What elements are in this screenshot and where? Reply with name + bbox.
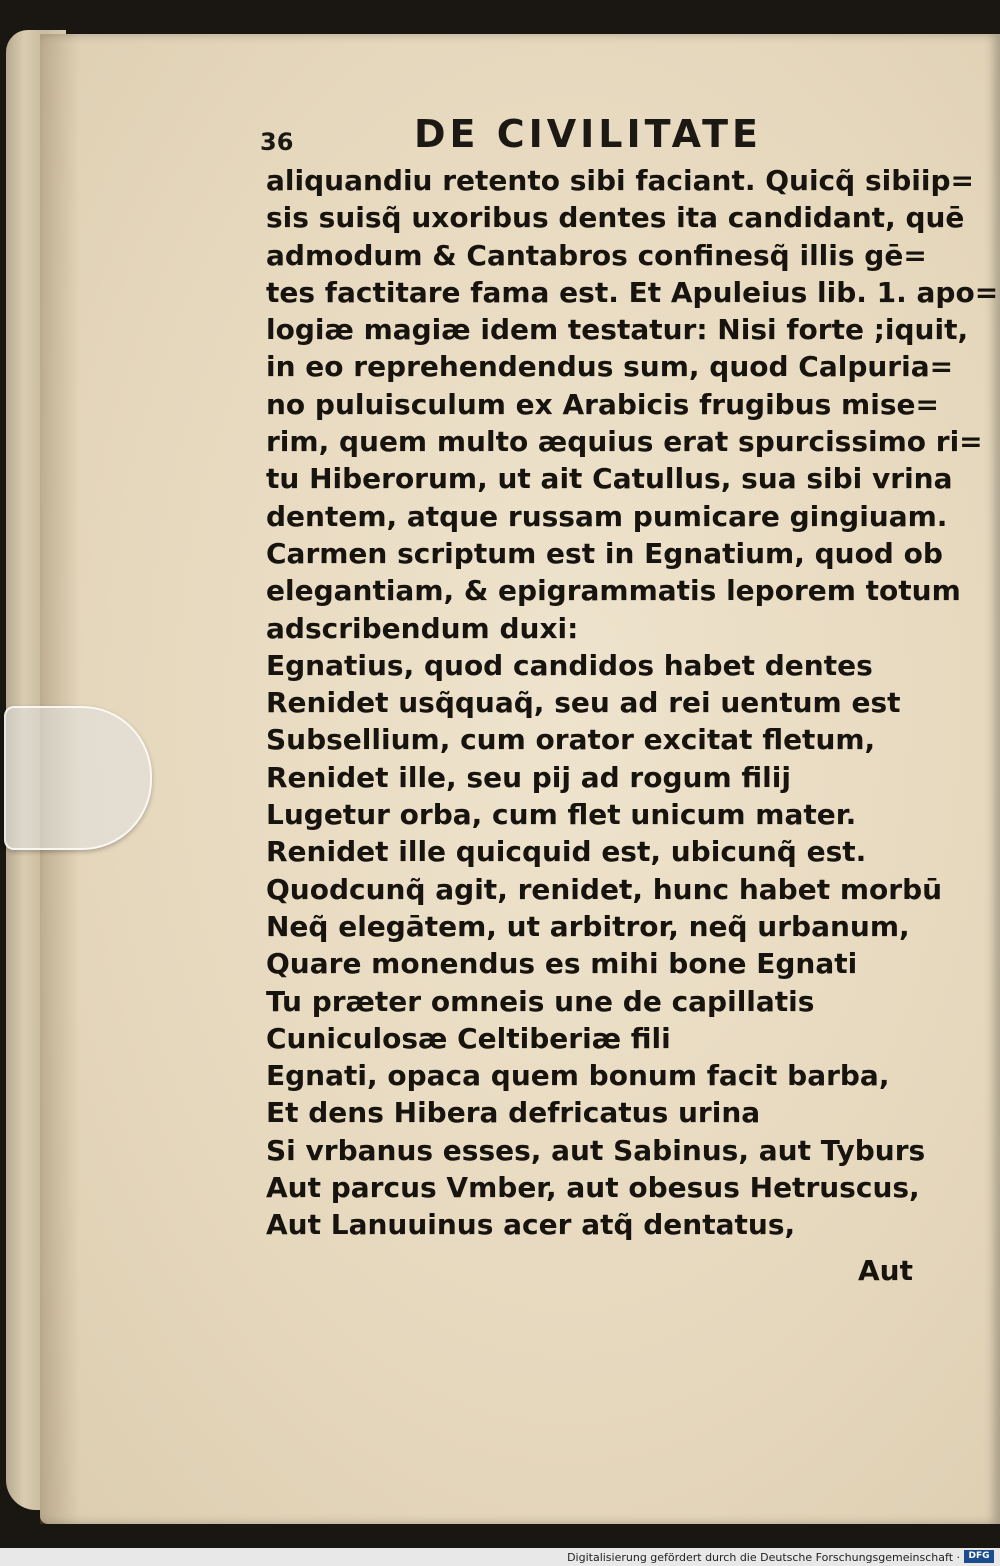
verse-line: Si vrbanus esses, aut Sabinus, aut Tyburs [266,1133,926,1167]
text-line: Carmen scriptum est in Egnatium, quod ob [266,536,943,570]
text-line: tes factitare fama est. Et Apuleius lib. 1. apo= [266,275,999,309]
verse-line: Aut parcus Vmber, aut obesus Hetruscus, [266,1171,920,1205]
verse-line: Lugetur orba, cum flet unicum mater. [266,798,857,832]
running-title: DE CIVILITATE [414,112,762,156]
verse-line: Renidet ille quicquid est, ubicunq̃ est. [266,835,867,869]
text-line: aliquandiu retento sibi faciant. Quicq̃ sibiip= [266,164,974,197]
text-line: admodum & Cantabros confinesq̃ illis gē= [266,238,927,272]
page-number: 36 [260,128,294,156]
dfg-logo: DFG [964,1550,994,1563]
text-line: in eo reprehendendus sum, quod Calpuria= [266,350,954,384]
text-line: tu Hiberorum, ut ait Catullus, sua sibi vrina [266,462,953,496]
verse-line: Cuniculosæ Celtiberiæ fili [266,1021,671,1055]
digitization-credit: Digitalisierung gefördert durch die Deutsche Forschungsgemeinschaft · [567,1551,960,1564]
body-text [266,162,999,1244]
verse-line: Subsellium, cum orator excitat fletum, [266,723,876,757]
page-clip [4,706,152,850]
verse-line: Quodcunq̃ agit, renidet, hunc habet morbū [266,872,943,906]
text-line: elegantiam, & epigrammatis leporem totum [266,574,961,608]
verse-line: Renidet usq̃quaq̃, seu ad rei uentum est [266,686,901,720]
verse-line: Aut Lanuuinus acer atq̃ dentatus, [266,1208,796,1242]
text-line: dentem, atque russam pumicare gingiuam. [266,499,948,533]
text-line: rim, quem multo æquius erat spurcissimo ri= [266,425,983,459]
text-line: sis suisq̃ uxoribus dentes ita candidant, quē [266,201,965,235]
verse-line: Et dens Hibera defricatus urina [266,1096,761,1130]
text-line: logiæ magiæ idem testatur: Nisi forte ;iquit, [266,313,969,347]
text-line: adscribendum duxi: [266,611,579,645]
verse-line: Egnati, opaca quem bonum facit barba, [266,1059,890,1093]
verse-line: Neq̃ elegātem, ut arbitror, neq̃ urbanum, [266,909,910,943]
page-header [260,112,770,156]
text-line: no puluisculum ex Arabicis frugibus mise= [266,387,939,421]
verse-line: Egnatius, quod candidos habet dentes [266,648,873,682]
verse-line: Tu præter omneis une de capillatis [266,984,815,1018]
catchword: Aut [858,1254,913,1287]
verse-line: Renidet ille, seu pij ad rogum filij [266,760,791,794]
verse-line: Quare monendus es mihi bone Egnati [266,947,858,981]
